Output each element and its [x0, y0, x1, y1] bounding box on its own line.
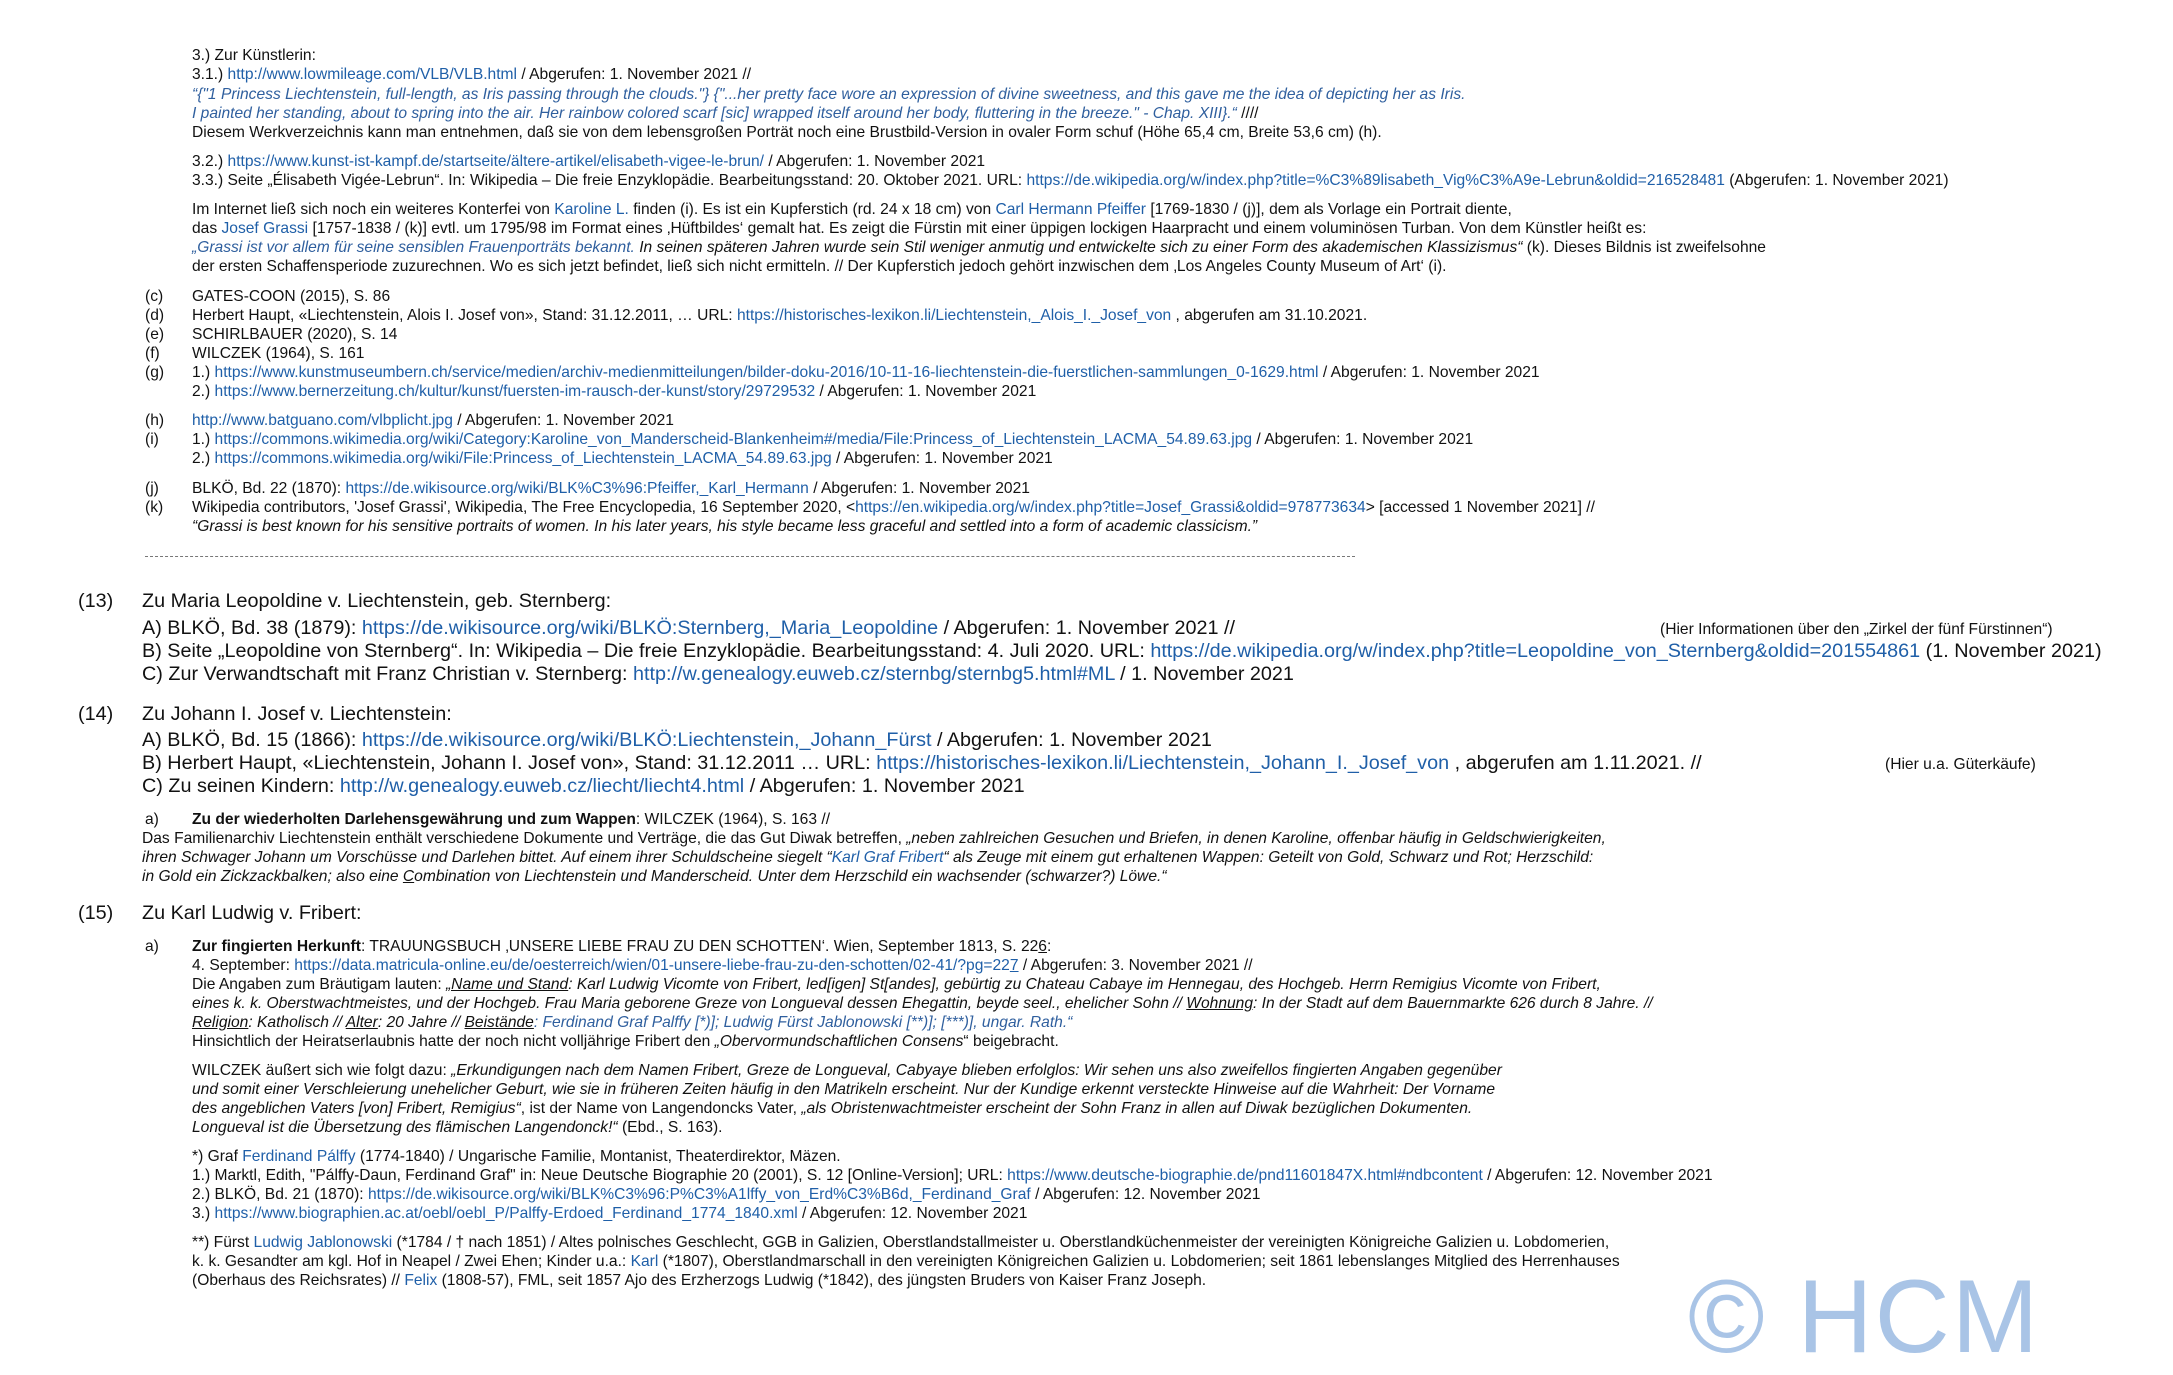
s13-item-b: B) Seite „Leopoldine von Sternberg“. In: Wikipedia – Die freie Enzyklopädie. Bearbeitungsstand: 4. Juli 2020. URL: https://de.wikipedia.org/w/index.php?title=Leopoldine_von_Sternberg&oldid=201554861 (1. November 2021)	[142, 640, 2102, 662]
matricula-link[interactable]: https://data.matricula-online.eu/de/oesterreich/wien/01-unsere-liebe-frau-zu-den-schotten/02-41/?pg=227	[294, 957, 1019, 974]
ref-label: (c)	[145, 288, 164, 305]
s15-wilczek-line-3: des angeblichen Vaters [von] Fribert, Remigius“, ist der Name von Langendoncks Vater, „als Obristenwachtmeister erscheint der Sohn Franz in allen auf Diwak bezüglichen Dokumenten.	[192, 1100, 1473, 1117]
ref-link[interactable]: https://www.kunstmuseumbern.ch/service/medien/archiv-medienmitteilungen/bilder-doku-2016/10-11-16-liechtenstein-die-fuerstlichen-sammlungen_0-1629.html	[214, 364, 1319, 381]
s15-wilczek-line-2: und somit einer Verschleierung unehelicher Geburt, wie sie in früheren Zeiten häufig in den Matrikeln erscheint. Nur der Kundige erkennt versteckte Hinweise auf die Wahrheit: Der Vorname	[192, 1081, 1496, 1098]
ref-text: http://www.batguano.com/vlbplicht.jpg / Abgerufen: 1. November 2021	[192, 412, 674, 429]
artist-ref-3: 3.3.) Seite „Élisabeth Vigée-Lebrun“. In: Wikipedia – Die freie Enzyklopädie. Bearbeitungsstand: 20. Oktober 2021. URL: https://de.wikipedia.org/w/index.php?title=%C3%89lisabeth_Vig%C3%A9e-Lebrun&oldid=216528481 (Abgerufen: 1. November 2021)	[192, 172, 1949, 189]
s14-item-c: C) Zu seinen Kindern: http://w.genealogy.euweb.cz/liecht/liecht4.html / Abgerufen: 1. November 2021	[142, 775, 1025, 797]
copyright-watermark: © HCM	[1688, 1259, 2041, 1375]
artist-werk-note: Diesem Werkverzeichnis kann man entnehmen, daß sie von dem lebensgroßen Porträt noch eine Brustbild-Version in ovaler Form schuf (Höhe 65,4 cm, Breite 53,6 cm) (h).	[192, 124, 1382, 141]
artist-ref-2: 3.2.) https://www.kunst-ist-kampf.de/startseite/ältere-artikel/elisabeth-vigee-le-brun/ / Abgerufen: 1. November 2021	[192, 153, 986, 170]
artist-ref-3-link[interactable]: https://de.wikipedia.org/w/index.php?title=%C3%89lisabeth_Vig%C3%A9e-Lebrun&oldid=216528481	[1026, 172, 1725, 189]
s14-b-note: (Hier u.a. Güterkäufe)	[1885, 756, 2036, 773]
footnote-palffy-ref-2: 2.) BLKÖ, Bd. 21 (1870): https://de.wikisource.org/wiki/BLK%C3%96:P%C3%A1lffy_von_Erd%C3%B6d,_Ferdinand_Graf / Abgerufen: 12. November 2021	[192, 1186, 1261, 1203]
karoline-link[interactable]: Karoline L.	[554, 201, 629, 218]
s13-b-link[interactable]: https://de.wikipedia.org/w/index.php?title=Leopoldine_von_Sternberg&oldid=201554861	[1150, 640, 1921, 662]
section-number: (13)	[78, 590, 114, 612]
ref-link[interactable]: https://commons.wikimedia.org/wiki/File:Princess_of_Liechtenstein_LACMA_54.89.63.jpg	[214, 450, 832, 467]
s14-b-link[interactable]: https://historisches-lexikon.li/Liechtenstein,_Johann_I._Josef_von	[876, 752, 1450, 774]
ref-text: Herbert Haupt, «Liechtenstein, Alois I. Josef von», Stand: 31.12.2011, … URL: https://historisches-lexikon.li/Liechtenstein,_Alois_I._Josef_von , abgerufen am 31.10.2021.	[192, 307, 1368, 324]
ref-text: Wikipedia contributors, 'Josef Grassi', Wikipedia, The Free Encyclopedia, 16 September 2020, <https://en.wikipedia.org/w/index.php?title=Josef_Grassi&oldid=978773634> [accessed 1 November 2021] //	[192, 499, 1595, 516]
s14-item-b: B) Herbert Haupt, «Liechtenstein, Johann I. Josef von», Stand: 31.12.2011 … URL: https://historisches-lexikon.li/Liechtenstein,_Johann_I._Josef_von , abgerufen am 1.11.2021. //	[142, 752, 1702, 774]
palffy-ref-2-link[interactable]: https://de.wikisource.org/wiki/BLK%C3%96:P%C3%A1lffy_von_Erd%C3%B6d,_Ferdinand_Graf	[367, 1186, 1031, 1203]
s15-record-line-3: Religion: Katholisch // Alter: 20 Jahre // Beistände: Ferdinand Graf Palffy [*)]; Ludwig Fürst Jablonowski [**)]; [***)], ungar. Rath.“	[192, 1014, 1073, 1031]
footnote-palffy-ref-1: 1.) Marktl, Edith, "Pálffy-Daun, Ferdinand Graf" in: Neue Deutsche Biographie 20 (2001), S. 12 [Online-Version]; URL: https://www.deutsche-biographie.de/pnd11601847X.html#ndbcontent / Abgerufen: 12. November 2021	[192, 1167, 1713, 1184]
section-title: Zu Maria Leopoldine v. Liechtenstein, geb. Sternberg:	[142, 590, 612, 612]
s14-para-line-1: Das Familienarchiv Liechtenstein enthält verschiedene Dokumente und Verträge, die das Gut Diwak betreffen, „neben zahlreichen Gesuchen und Briefen, in denen Karoline, offenbar häufig in Geldschwierigkeiten,	[142, 830, 1606, 847]
artist-ref-1: 3.1.) http://www.lowmileage.com/VLB/VLB.html / Abgerufen: 1. November 2021 //	[192, 66, 752, 83]
ref-link[interactable]: https://de.wikisource.org/wiki/BLK%C3%96:Pfeiffer,_Karl_Hermann	[345, 480, 809, 497]
s13-item-a: A) BLKÖ, Bd. 38 (1879): https://de.wikisource.org/wiki/BLKÖ:Sternberg,_Maria_Leopoldine / Abgerufen: 1. November 2021 //	[142, 617, 1235, 639]
ref-text: BLKÖ, Bd. 22 (1870): https://de.wikisource.org/wiki/BLK%C3%96:Pfeiffer,_Karl_Hermann / Abgerufen: 1. November 2021	[192, 480, 1030, 497]
ref-label: (d)	[145, 307, 165, 324]
footnote-jablonowski-3: (Oberhaus des Reichsrates) // Felix (1808-57), FML, seit 1857 Ajo des Erzherzogs Ludwig (*1842), des jüngsten Bruders von Kaiser Franz Joseph.	[192, 1272, 1207, 1289]
ref-text: WILCZEK (1964), S. 161	[192, 345, 365, 362]
ref-link[interactable]: https://commons.wikimedia.org/wiki/Category:Karoline_von_Manderscheid-Blankenheim#/media/File:Princess_of_Liechtenstein_LACMA_54.89.63.jpg	[214, 431, 1253, 448]
s15-record-line-1: Die Angaben zum Bräutigam lauten: „Name und Stand: Karl Ludwig Vicomte von Fribert, led[igen] St[andes], gebürtig zu Chateau Cabaye im Hennegau, des Hochgeb. Herrn Remigius Vicomte von Fribert,	[192, 976, 1601, 993]
s13-c-link[interactable]: http://w.genealogy.euweb.cz/sternbg/sternbg5.html#ML	[633, 663, 1115, 685]
ref-link[interactable]: http://www.batguano.com/vlbplicht.jpg	[192, 412, 453, 429]
fribert-link[interactable]: Karl Graf Fribert	[831, 849, 944, 866]
s13-item-c: C) Zur Verwandtschaft mit Franz Christian v. Sternberg: http://w.genealogy.euweb.cz/sternbg/sternbg5.html#ML / 1. November 2021	[142, 663, 1294, 685]
ref-link[interactable]: https://en.wikipedia.org/w/index.php?title=Josef_Grassi&oldid=978773634	[855, 499, 1366, 516]
ref-text: 2.) https://commons.wikimedia.org/wiki/File:Princess_of_Liechtenstein_LACMA_54.89.63.jpg / Abgerufen: 1. November 2021	[192, 450, 1053, 467]
ref-text: SCHIRLBAUER (2020), S. 14	[192, 326, 398, 343]
ref-label: (f)	[145, 345, 160, 362]
s14-para-line-3: in Gold ein Zickzackbalken; also eine Combination von Liechtenstein und Manderscheid. Unter dem Herzschild ein wachsender (schwarzer?) Löwe.“	[142, 868, 1167, 885]
ref-label: (j)	[145, 480, 159, 497]
s14-c-link[interactable]: http://w.genealogy.euweb.cz/liecht/liecht4.html	[339, 775, 745, 797]
s14-para-line-2: ihren Schwager Johann um Vorschüsse und Darlehen bittet. Auf einem ihrer Schuldscheine siegelt “Karl Graf Fribert“ als Zeuge mit einem gut erhaltenen Wappen: Geteilt von Gold, Schwarz und Rot; Herzschild:	[142, 849, 1594, 866]
footnote-palffy-ref-3: 3.) https://www.biographien.ac.at/oebl/oebl_P/Palffy-Erdoed_Ferdinand_1774_1840.xml / Abgerufen: 12. November 2021	[192, 1205, 1028, 1222]
s15-record-line-2: eines k. k. Oberstwachtmeistes, und der Hochgeb. Frau Maria geborene Greze von Longueval dessen Ehegattin, beyde seel., ehelicher Sohn // Wohnung: In der Stadt auf dem Bauernmarkte 626 durch 8 Jahre. //	[192, 995, 1653, 1012]
jablonowski-link[interactable]: Ludwig Jablonowski	[253, 1234, 393, 1251]
internet-line-4: der ersten Schaffensperiode zuzurechnen. Wo es sich jetzt befindet, ließ sich nicht ermitteln. // Der Kupferstich jedoch gehört inzwischen dem ‚Los Angeles County Museum of Art‘ (i).	[192, 258, 1447, 275]
footnote-palffy: *) Graf Ferdinand Pálffy (1774-1840) / Ungarische Familie, Montanist, Theaterdirektor, Mäzen.	[192, 1148, 841, 1165]
section-number: (14)	[78, 703, 114, 725]
s15-consent-line: Hinsichtlich der Heiratserlaubnis hatte der noch nicht volljährige Fribert den „Obervormundschaftlichen Consens“ beigebracht.	[192, 1033, 1059, 1050]
s13-a-note: (Hier Informationen über den „Zirkel der fünf Fürstinnen“)	[1660, 621, 2053, 638]
internet-line-2: das Josef Grassi [1757-1838 / (k)] evtl. um 1795/98 im Format eines ‚Hüftbildes‘ gemalt hat. Es zeigt die Fürstin mit einer üppigen lockigen Haarpracht und einem voluminösen Turban. Von dem Künstler heißt es:	[192, 220, 1647, 237]
s15-wilczek-line-4: Longueval ist die Übersetzung des flämischen Langendonck!“ (Ebd., S. 163).	[192, 1119, 723, 1136]
s13-a-link[interactable]: https://de.wikisource.org/wiki/BLKÖ:Sternberg,_Maria_Leopoldine	[361, 617, 939, 639]
palffy-ref-1-link[interactable]: https://www.deutsche-biographie.de/pnd11601847X.html#ndbcontent	[1007, 1167, 1483, 1184]
ref-link[interactable]: https://www.bernerzeitung.ch/kultur/kunst/fuersten-im-rausch-der-kunst/story/29729532	[214, 383, 816, 400]
footnote-jablonowski-2: k. k. Gesandter am kgl. Hof in Neapel / Zwei Ehen; Kinder u.a.: Karl (*1807), Oberstlandmarschall in den vereinigten Königreichen Galizien u. Lobdomerien; seit 1861 lebenslanges Mitglied des Herrenhauses	[192, 1253, 1620, 1270]
ref-text: 2.) https://www.bernerzeitung.ch/kultur/kunst/fuersten-im-rausch-der-kunst/story/29729532 / Abgerufen: 1. November 2021	[192, 383, 1037, 400]
ref-text: “Grassi is best known for his sensitive portraits of women. In his later years, his style became less graceful and settled into a form of academic classicism.”	[192, 518, 1258, 535]
ref-label: (i)	[145, 431, 159, 448]
ref-label: (h)	[145, 412, 165, 429]
artist-ref-2-link[interactable]: https://www.kunst-ist-kampf.de/startseite/ältere-artikel/elisabeth-vigee-le-brun/	[227, 153, 765, 170]
internet-line-1: Im Internet ließ sich noch ein weiteres Konterfei von Karoline L. finden (i). Es ist ein Kupferstich (rd. 24 x 18 cm) von Carl Hermann Pfeiffer [1769-1830 / (j)], dem als Vorlage ein Portrait diente,	[192, 201, 1512, 218]
palffy-link[interactable]: Ferdinand Pálffy	[242, 1148, 356, 1165]
s15-matricula-line: 4. September: https://data.matricula-online.eu/de/oesterreich/wien/01-unsere-liebe-frau-zu-den-schotten/02-41/?pg=227 / Abgerufen: 3. November 2021 //	[192, 957, 1253, 974]
s15-sub-heading: Zur fingierten Herkunft: TRAUUNGSBUCH ‚UNSERE LIEBE FRAU ZU DEN SCHOTTEN‘. Wien, September 1813, S. 226:	[192, 938, 1052, 955]
s15-wilczek-line-1: WILCZEK äußert sich wie folgt dazu: „Erkundigungen nach dem Namen Fribert, Greze de Longueval, Cabyaye blieben erfolglos: Wir sehen uns also zweifellos fingierten Angaben gegenüber	[192, 1062, 1502, 1079]
sub-label: a)	[145, 938, 159, 955]
pfeiffer-link[interactable]: Carl Hermann Pfeiffer	[995, 201, 1146, 218]
ref-link[interactable]: https://historisches-lexikon.li/Liechtenstein,_Alois_I._Josef_von	[736, 307, 1172, 324]
footnote-jablonowski-1: **) Fürst Ludwig Jablonowski (*1784 / † nach 1851) / Altes polnisches Geschlecht, GGB in Galizien, Oberstlandstallmeister u. Oberstlandküchenmeister der vereinigten Königreiche Galizien u. Lobdomerien,	[192, 1234, 1610, 1251]
grassi-link[interactable]: Josef Grassi	[221, 220, 309, 237]
ref-label: (g)	[145, 364, 165, 381]
ref-text: 1.) https://commons.wikimedia.org/wiki/Category:Karoline_von_Manderscheid-Blankenheim#/media/File:Princess_of_Liechtenstein_LACMA_54.89.63.jpg / Abgerufen: 1. November 2021	[192, 431, 1474, 448]
artist-quote-line-1: “{"1 Princess Liechtenstein, full-length, as Iris passing through the clouds."} {"...her pretty face wore an expression of divine sweetness, and this gave me the idea of depicting her as Iris.	[192, 86, 1466, 103]
ref-text: 1.) https://www.kunstmuseumbern.ch/service/medien/archiv-medienmitteilungen/bilder-doku-2016/10-11-16-liechtenstein-die-fuerstlichen-sammlungen_0-1629.html / Abgerufen: 1. November 2021	[192, 364, 1540, 381]
s14-item-a: A) BLKÖ, Bd. 15 (1866): https://de.wikisource.org/wiki/BLKÖ:Liechtenstein,_Johann_Fürst / Abgerufen: 1. November 2021	[142, 729, 1212, 751]
sub-label: a)	[145, 811, 159, 828]
s14-sub-heading: Zu der wiederholten Darlehensgewährung und zum Wappen: WILCZEK (1964), S. 163 //	[192, 811, 831, 828]
palffy-ref-3-link[interactable]: https://www.biographien.ac.at/oebl/oebl_P/Palffy-Erdoed_Ferdinand_1774_1840.xml	[214, 1205, 798, 1222]
karl-link[interactable]: Karl	[630, 1253, 659, 1270]
artist-ref-1-link[interactable]: http://www.lowmileage.com/VLB/VLB.html	[227, 66, 518, 83]
section-divider	[145, 556, 1355, 557]
artist-quote-line-2: I painted her standing, about to spring into the air. Her rainbow colored scarf [sic] wrapped itself around her body, fluttering in the breeze." - Chap. XIII}.“ ////	[192, 105, 1259, 122]
ref-label: (e)	[145, 326, 165, 343]
section-title: Zu Karl Ludwig v. Fribert:	[142, 902, 362, 924]
ref-text: GATES-COON (2015), S. 86	[192, 288, 391, 305]
ref-label: (k)	[145, 499, 164, 516]
section-number: (15)	[78, 902, 114, 924]
section-title: Zu Johann I. Josef v. Liechtenstein:	[142, 703, 452, 725]
artist-heading: 3.) Zur Künstlerin:	[192, 47, 316, 64]
felix-link[interactable]: Felix	[404, 1272, 438, 1289]
internet-line-3: „Grassi ist vor allem für seine sensiblen Frauenporträts bekannt. In seinen späteren Jahren wurde sein Stil weniger anmutig und entwickelte sich zu einer Form des akademischen Klassizismus“ (k). Dieses Bildnis ist zweifelsohne	[192, 239, 1766, 256]
s14-a-link[interactable]: https://de.wikisource.org/wiki/BLKÖ:Liechtenstein,_Johann_Fürst	[361, 729, 932, 751]
